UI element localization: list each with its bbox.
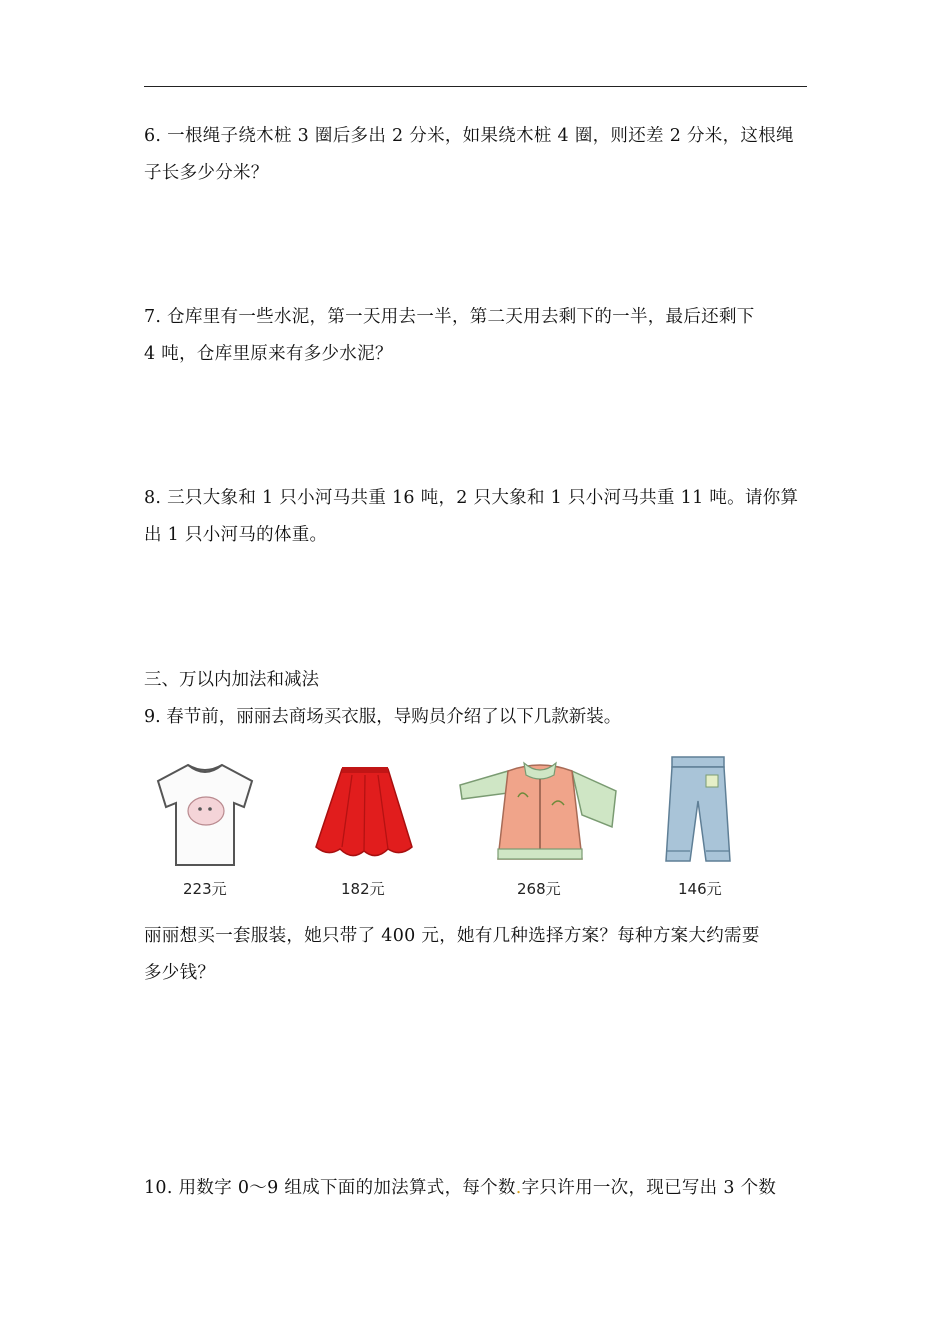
t-shirt-price: 223元 [183,880,227,898]
jeans-item [658,755,738,874]
question-7-line-1: 7. 仓库里有一些水泥，第一天用去一半，第二天用去剩下的一半，最后还剩下 [144,307,755,327]
question-9-intro: 9. 春节前，丽丽去商场买衣服，导购员介绍了以下几款新装。 [144,707,622,727]
question-9-body [144,918,808,992]
section-3-title: 三、万以内加法和减法 [144,670,319,690]
skirt-price: 182元 [341,880,385,898]
jacket-price: 268元 [517,880,561,898]
question-9-line-1: 丽丽想买一套服装，她只带了 400 元，她有几种选择方案？每种方案大约需要 [144,926,760,946]
question-8-line-1: 8. 三只大象和 1 只小河马共重 16 吨，2 只大象和 1 只小河马共重 11 吨。请你算 [144,488,799,508]
question-10-text-a: 10. 用数字 0～9 组成下面的加法算式，每个数 [144,1178,516,1198]
skirt-item [312,755,418,874]
jeans-price: 146元 [678,880,722,898]
jacket-icon [456,755,624,870]
question-10 [144,1170,808,1207]
question-9-line-2: 多少钱？ [144,963,216,983]
question-8-line-2: 出 1 只小河马的体重。 [144,525,328,545]
question-6-line-1: 6. 一根绳子绕木桩 3 圈后多出 2 分米，如果绕木桩 4 圈，则还差 2 分米，这根绳 [144,126,794,146]
question-6 [144,118,808,192]
question-10-mark: . [515,1178,522,1198]
header-rule [144,86,807,87]
jacket-item [456,755,624,874]
t-shirt-item [150,755,260,874]
question-6-line-2: 子长多少分米？ [144,163,269,183]
question-10-text-b: 字只许用一次，现已写出 3 个数 [521,1178,777,1198]
skirt-icon [312,755,418,870]
jeans-icon [658,755,738,870]
t-shirt-icon [150,755,260,870]
question-10-line-1 [144,1170,808,1207]
question-7 [144,299,808,373]
question-8 [144,480,808,554]
question-7-line-2: 4 吨，仓库里原来有多少水泥？ [144,344,393,364]
